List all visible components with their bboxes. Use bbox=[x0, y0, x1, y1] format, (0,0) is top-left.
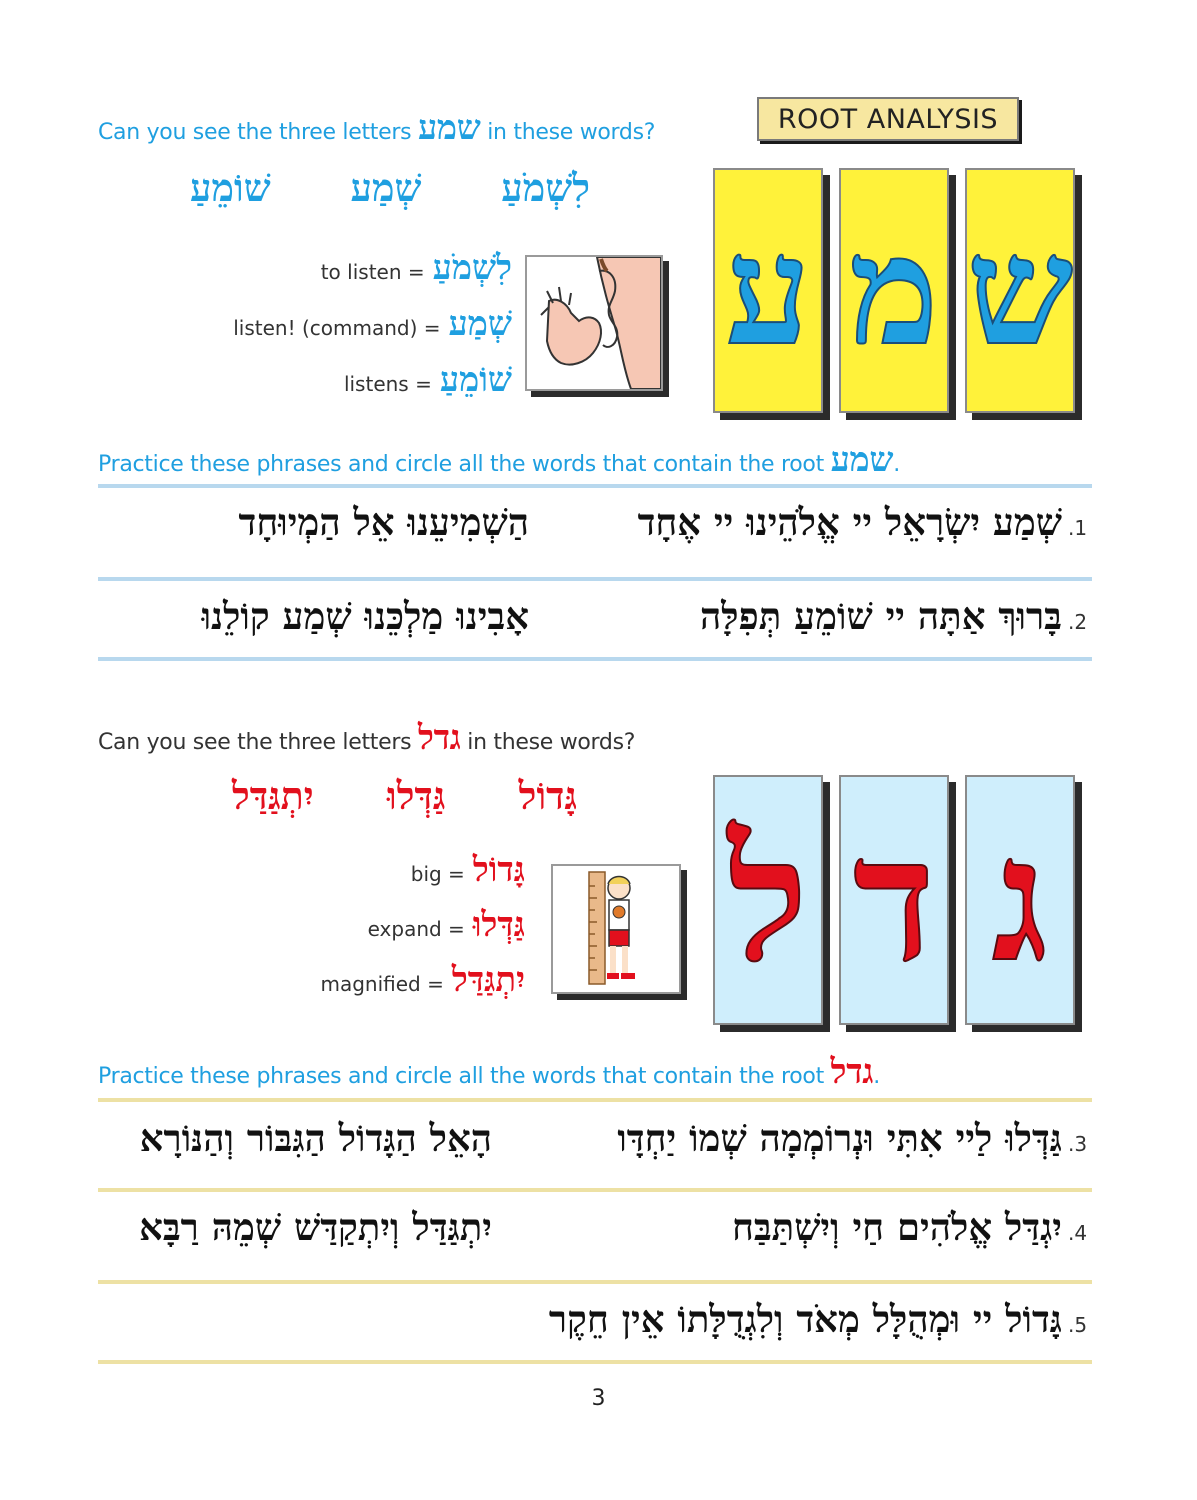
section1-prompt bbox=[98, 108, 655, 148]
word-form: שׁוֹמֵעַ bbox=[190, 165, 271, 210]
definition-row bbox=[200, 960, 525, 1015]
definition-english: to listen = bbox=[320, 260, 425, 284]
divider bbox=[98, 577, 1092, 581]
word-form: שְׁמַע bbox=[350, 165, 422, 210]
divider bbox=[98, 1188, 1092, 1192]
phrase-right: גָּדוֹל יי וּמְהֻלָּל מְאֹד וְלִגְדֻלָּתוֹ אֵין חֵקֶר bbox=[548, 1297, 1062, 1341]
definition-row bbox=[200, 905, 525, 960]
prompt-text: in these words? bbox=[467, 730, 636, 755]
root-letter: ע bbox=[725, 202, 811, 379]
divider bbox=[98, 1360, 1092, 1364]
definition-english: magnified = bbox=[320, 972, 444, 996]
word-forms-row bbox=[232, 773, 577, 819]
root-letter-tile bbox=[839, 775, 949, 1025]
phrase-left: יִתְגַּדַּל וְיִתְקַדַּשׁ שְׁמֵהּ רַבָּא bbox=[139, 1205, 492, 1249]
prompt-text: Can you see the three letters bbox=[98, 120, 412, 145]
phrase-right: יִגְדַּל אֱלֹהִים חַי וְיִשְׁתַּבַּח bbox=[731, 1205, 1062, 1249]
word-forms-row bbox=[190, 165, 590, 211]
phrase-number: .4 bbox=[1068, 1221, 1088, 1245]
divider bbox=[98, 484, 1092, 488]
section1-practice-prompt bbox=[98, 440, 900, 480]
ear-icon bbox=[527, 257, 661, 389]
divider bbox=[98, 657, 1092, 661]
word-form: יִתְגַּדַּל bbox=[232, 773, 314, 818]
phrase-right: שְׁמַע יִשְׂרָאֵל יי אֱלֹהֵינוּ יי אֶחָד bbox=[637, 500, 1062, 544]
phrase-left: הַשְׁמִיעֵנוּ אֵל הַמְיוּחָד bbox=[238, 500, 529, 544]
root-word: גדל bbox=[830, 1052, 874, 1092]
phrase-left: אָבִינוּ מַלְכֵּנוּ שְׁמַע קוֹלֵנוּ bbox=[201, 594, 529, 638]
root-letter-tile bbox=[965, 775, 1075, 1025]
word-form: גָּדוֹל bbox=[518, 773, 577, 818]
root-letter-tile bbox=[713, 775, 823, 1025]
phrase-left: הָאֵל הַגָּדוֹל הַגִּבּוֹר וְהַנּוֹרָא bbox=[139, 1116, 492, 1160]
definition-row bbox=[200, 360, 512, 416]
root-letter: ל bbox=[728, 800, 808, 1000]
root-letter: ש bbox=[966, 202, 1074, 379]
prompt-text: Can you see the three letters bbox=[98, 730, 412, 755]
definitions-list bbox=[200, 850, 525, 1015]
definition-row bbox=[200, 248, 512, 304]
root-word: שמע bbox=[417, 108, 481, 148]
definition-english: big = bbox=[410, 862, 465, 886]
root-letter: מ bbox=[849, 202, 939, 379]
root-word: שמע bbox=[830, 440, 894, 480]
definition-hebrew: שְׁמַע bbox=[448, 304, 512, 344]
phrase-number: .2 bbox=[1068, 610, 1088, 634]
phrase-right: גַּדְּלוּ לַיי אִתִּי וּנְרוֹמְמָה שְׁמוֹ יַחְדָּו bbox=[617, 1116, 1062, 1160]
root-letter-tile bbox=[965, 168, 1075, 413]
definition-hebrew: יִתְגַּדַּל bbox=[451, 960, 525, 1000]
divider bbox=[98, 1280, 1092, 1284]
word-form: גַּדְּלוּ bbox=[387, 773, 446, 818]
definition-hebrew: שׁוֹמֵעַ bbox=[439, 360, 512, 400]
phrase-right: בָּרוּךְ אַתָּה יי שׁוֹמֵעַ תְּפִלָּה bbox=[700, 594, 1062, 638]
root-letter: ג bbox=[991, 800, 1049, 1000]
definition-english: listen! (command) = bbox=[233, 316, 441, 340]
definition-hebrew: לִשְׁמֹעַ bbox=[432, 248, 512, 288]
measuring-boy-icon bbox=[553, 866, 679, 992]
word-form: לִשְׁמֹעַ bbox=[501, 165, 590, 210]
definition-english: expand = bbox=[367, 917, 465, 941]
section2-prompt bbox=[98, 718, 635, 758]
root-letter-tile bbox=[839, 168, 949, 413]
prompt-text: . bbox=[893, 452, 900, 477]
prompt-text: Practice these phrases and circle all the words that contain the root bbox=[98, 452, 824, 477]
prompt-text: . bbox=[873, 1064, 880, 1089]
section2-practice-prompt bbox=[98, 1052, 880, 1092]
definition-hebrew: גָּדוֹל bbox=[472, 850, 525, 890]
prompt-text: in these words? bbox=[487, 120, 656, 145]
root-letter-tile bbox=[713, 168, 823, 413]
badge-label: ROOT ANALYSIS bbox=[777, 103, 999, 135]
prompt-text: Practice these phrases and circle all the words that contain the root bbox=[98, 1064, 824, 1089]
definition-english: listens = bbox=[343, 372, 432, 396]
ear-listening-image bbox=[525, 255, 663, 391]
root-word: גדל bbox=[417, 718, 461, 758]
definition-row bbox=[200, 850, 525, 905]
root-analysis-badge bbox=[757, 97, 1019, 141]
boy-height-image bbox=[551, 864, 681, 994]
definition-row bbox=[200, 304, 512, 360]
definition-hebrew: גַּדְּלוּ bbox=[472, 905, 525, 945]
page-number: 3 bbox=[591, 1386, 606, 1411]
phrase-number: .1 bbox=[1068, 516, 1088, 540]
root-letter: ד bbox=[853, 800, 935, 1000]
phrase-number: .5 bbox=[1068, 1313, 1088, 1337]
divider bbox=[98, 1098, 1092, 1102]
definitions-list bbox=[200, 248, 512, 416]
phrase-number: .3 bbox=[1068, 1132, 1088, 1156]
